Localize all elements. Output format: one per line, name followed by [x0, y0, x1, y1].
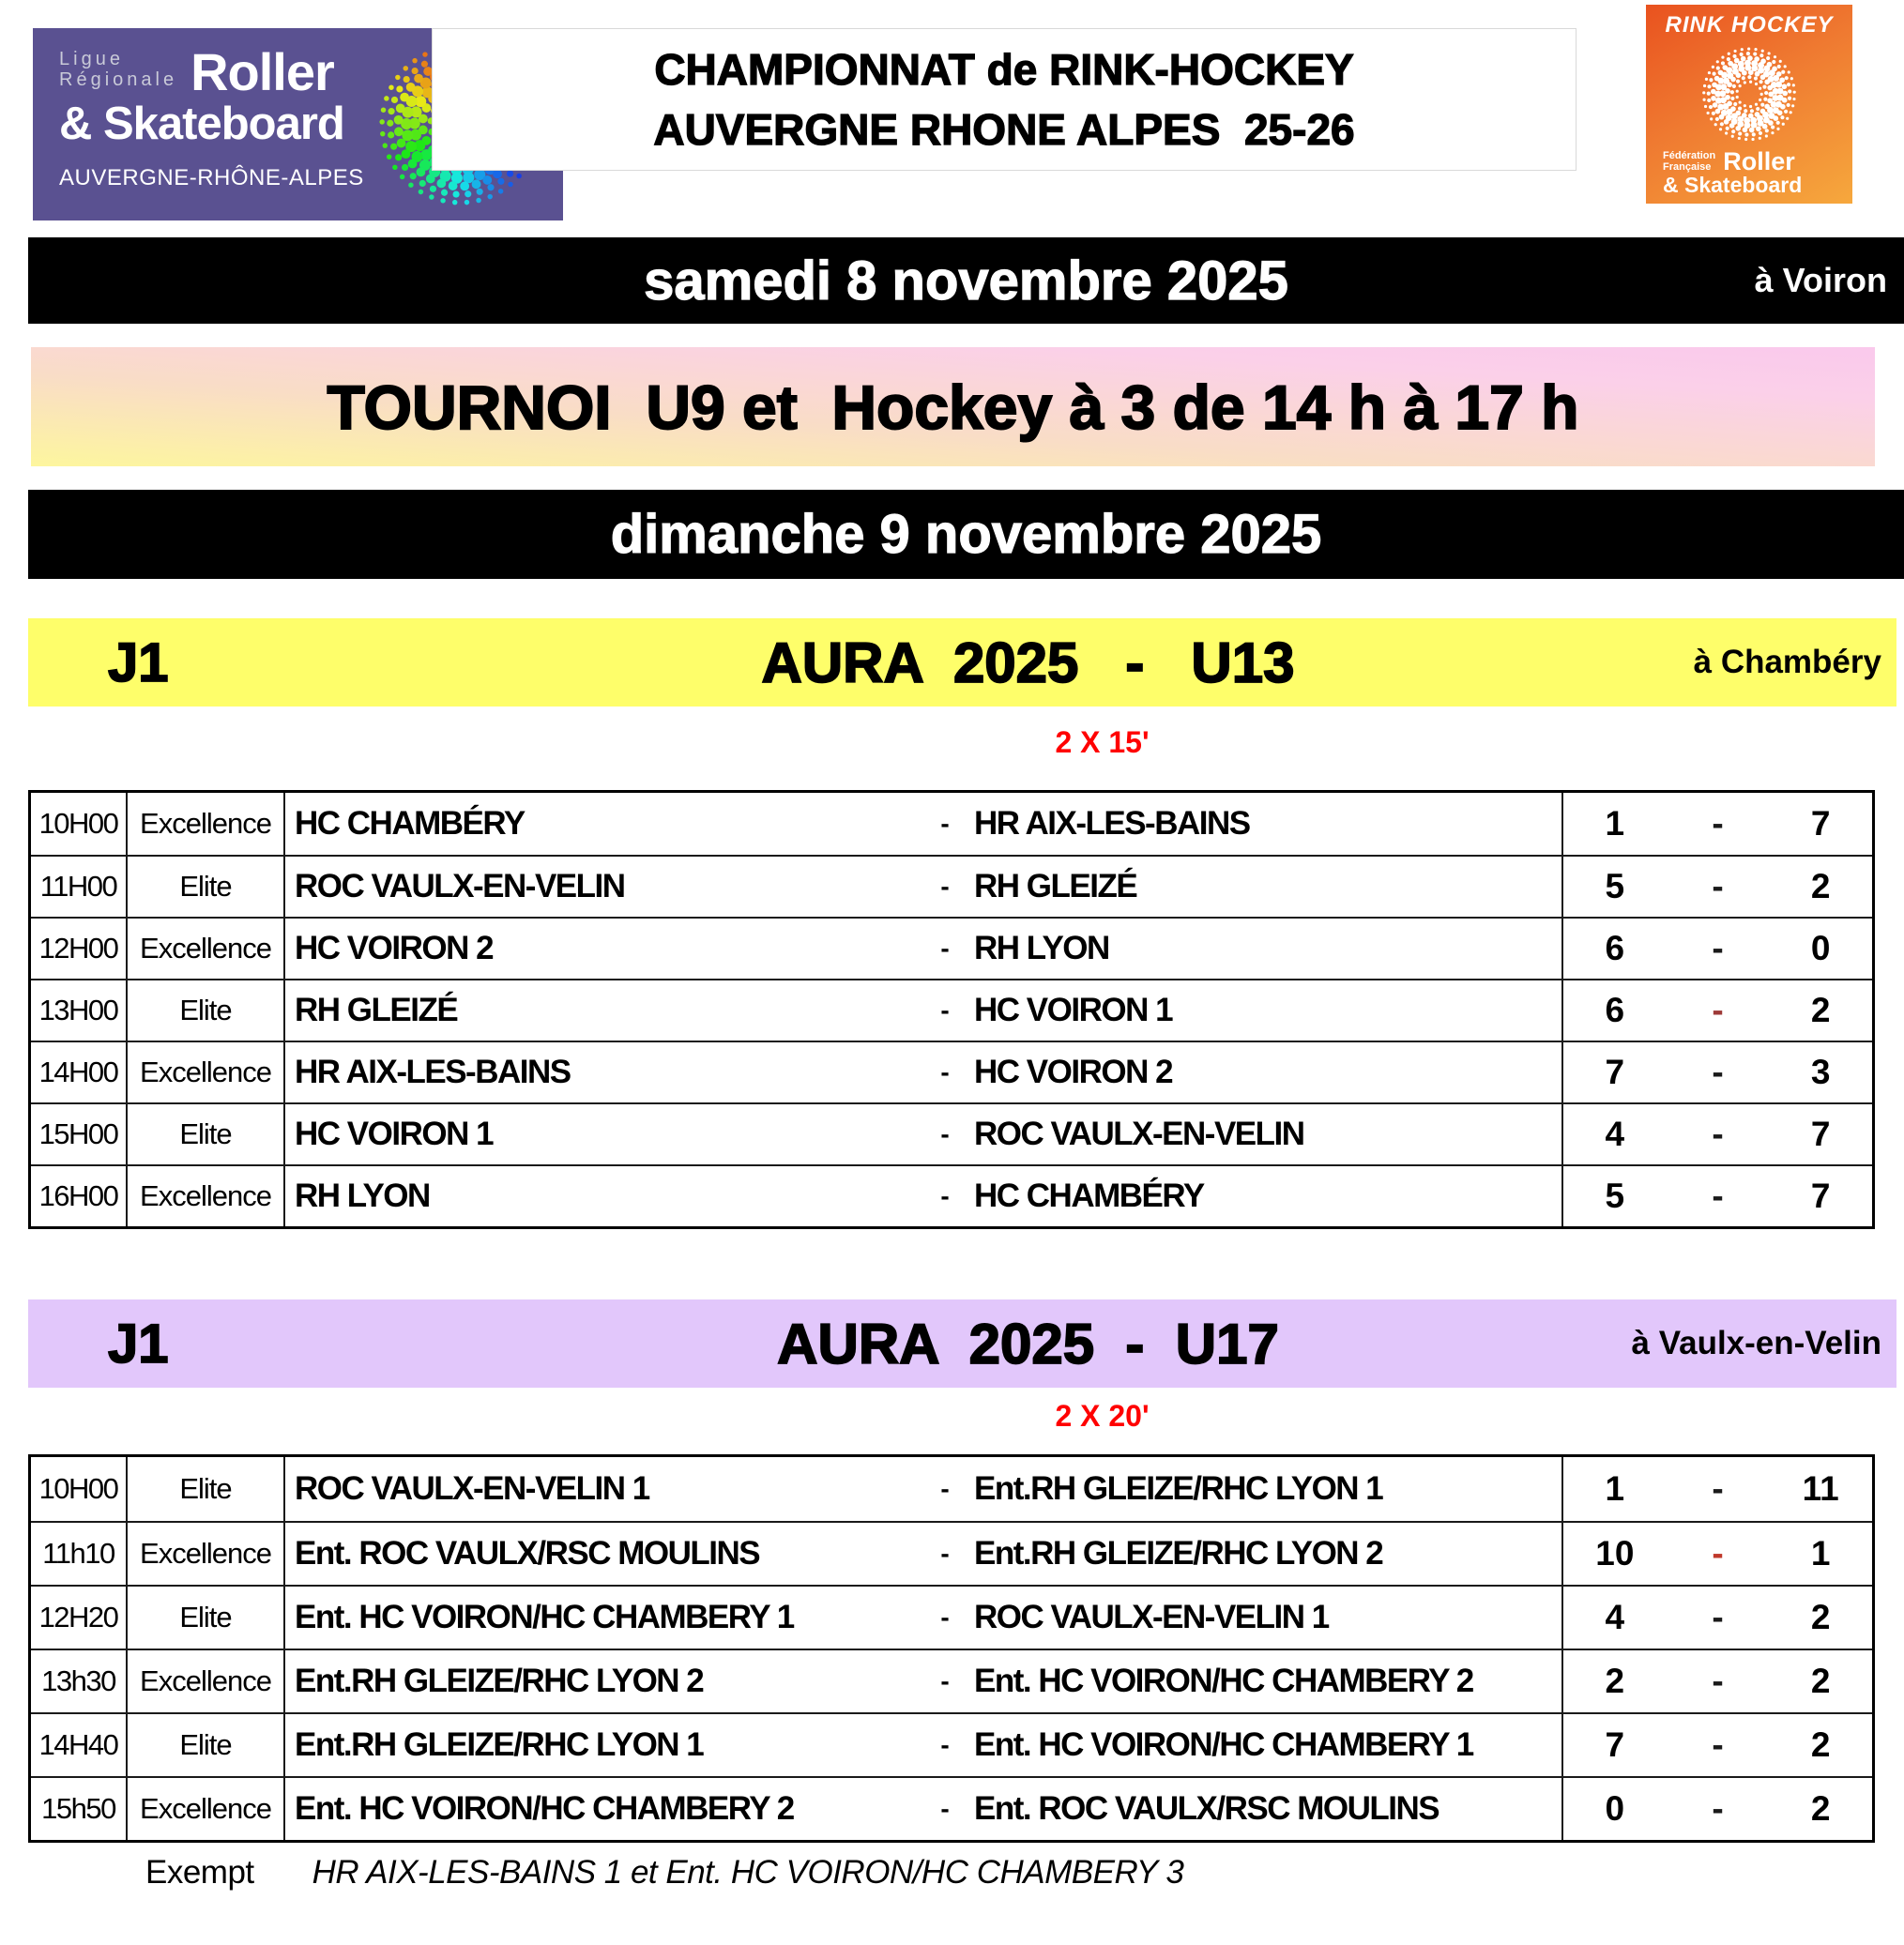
match-score — [1561, 1714, 1872, 1776]
match-score — [1561, 1457, 1872, 1521]
exempt-line — [145, 1854, 1904, 1892]
table-row — [31, 1649, 1872, 1712]
sunday-date: dimanche 9 novembre 2025 — [610, 504, 1322, 565]
u13-banner — [28, 618, 1896, 707]
match-score — [1561, 1042, 1872, 1102]
match-teams — [285, 1587, 1561, 1649]
match-score — [1561, 1523, 1872, 1585]
home-score: 4 — [1605, 1115, 1625, 1153]
home-team: RH GLEIZÉ — [295, 992, 458, 1028]
table-row — [31, 1521, 1872, 1585]
ligue-logo-text — [59, 42, 364, 191]
away-team: HC VOIRON 2 — [974, 1054, 1173, 1090]
tournament-banner — [31, 347, 1875, 466]
home-team: Ent.RH GLEIZE/RHC LYON 2 — [295, 1663, 704, 1699]
championship-title-line2: AUVERGNE RHONE ALPES 25-26 — [653, 105, 1355, 154]
match-teams — [285, 1523, 1561, 1585]
match-time: 12H00 — [31, 919, 128, 979]
match-division: Excellence — [128, 1650, 285, 1712]
exempt-label: Exempt — [145, 1854, 254, 1891]
away-team: RH LYON — [974, 930, 1109, 966]
table-row — [31, 1776, 1872, 1840]
sunday-banner — [28, 490, 1904, 579]
match-division: Elite — [128, 1587, 285, 1649]
home-score: 7 — [1605, 1725, 1625, 1764]
home-score: 0 — [1605, 1789, 1625, 1828]
score-dash: - — [1712, 1177, 1724, 1215]
match-time: 14H40 — [31, 1714, 128, 1776]
away-team: HC VOIRON 1 — [974, 992, 1173, 1028]
u13-results-table — [28, 790, 1875, 1229]
teams-dash: - — [940, 1539, 950, 1568]
u17-location: à Vaulx-en-Velin — [1631, 1325, 1881, 1361]
away-score: 2 — [1810, 1725, 1831, 1764]
teams-dash: - — [940, 1057, 950, 1086]
home-score: 6 — [1605, 929, 1625, 967]
home-score: 7 — [1605, 1053, 1625, 1091]
match-teams — [285, 1042, 1561, 1102]
table-row — [31, 979, 1872, 1041]
match-division: Excellence — [128, 919, 285, 979]
away-score: 2 — [1810, 867, 1831, 905]
home-team: HC CHAMBÉRY — [295, 805, 525, 842]
match-division: Elite — [128, 980, 285, 1041]
match-division: Elite — [128, 857, 285, 917]
exempt-teams: HR AIX-LES-BAINS 1 et Ent. HC VOIRON/HC CHAMBERY 3 — [312, 1854, 1184, 1891]
u17-banner — [28, 1299, 1896, 1388]
match-teams — [285, 1104, 1561, 1164]
rink-hockey-federation-logo — [1646, 5, 1852, 204]
match-score — [1561, 857, 1872, 917]
score-dash: - — [1712, 1534, 1724, 1573]
away-team: HR AIX-LES-BAINS — [974, 805, 1250, 842]
match-division: Elite — [128, 1714, 285, 1776]
home-team: HC VOIRON 1 — [295, 1116, 494, 1152]
federation-logo-text — [1652, 146, 1847, 198]
score-dash: - — [1712, 1115, 1724, 1153]
match-time: 10H00 — [31, 793, 128, 855]
match-time: 14H00 — [31, 1042, 128, 1102]
match-time: 13H00 — [31, 980, 128, 1041]
away-team: RH GLEIZÉ — [974, 868, 1137, 904]
championship-title-line1: CHAMPIONNAT de RINK-HOCKEY — [654, 45, 1354, 94]
away-score: 7 — [1810, 1115, 1831, 1153]
match-division: Excellence — [128, 1523, 285, 1585]
home-score: 1 — [1605, 1469, 1625, 1508]
match-score — [1561, 1650, 1872, 1712]
away-score: 2 — [1810, 1789, 1831, 1828]
match-division: Elite — [128, 1104, 285, 1164]
table-row — [31, 1712, 1872, 1776]
home-team: HR AIX-LES-BAINS — [295, 1054, 571, 1090]
match-division: Excellence — [128, 1166, 285, 1226]
match-score — [1561, 1104, 1872, 1164]
match-teams — [285, 919, 1561, 979]
home-score: 1 — [1605, 804, 1625, 843]
home-score: 5 — [1605, 1177, 1625, 1215]
u17-duration: 2 X 20' — [1055, 1399, 1150, 1433]
table-row — [31, 917, 1872, 979]
match-score — [1561, 1587, 1872, 1649]
score-dash: - — [1712, 804, 1724, 843]
home-team: Ent. HC VOIRON/HC CHAMBERY 2 — [295, 1790, 794, 1827]
away-score: 2 — [1810, 1598, 1831, 1636]
match-division: Excellence — [128, 1042, 285, 1102]
away-team: Ent. HC VOIRON/HC CHAMBERY 2 — [974, 1663, 1473, 1699]
teams-dash: - — [940, 1666, 950, 1695]
tournament-text: TOURNOI U9 et Hockey à 3 de 14 h à 17 h — [327, 372, 1579, 442]
score-dash: - — [1712, 867, 1724, 905]
match-teams — [285, 1650, 1561, 1712]
saturday-date: samedi 8 novembre 2025 — [644, 250, 1288, 312]
match-division: Elite — [128, 1457, 285, 1521]
teams-dash: - — [940, 1730, 950, 1759]
match-score — [1561, 1166, 1872, 1226]
match-time: 11H00 — [31, 857, 128, 917]
header — [28, 12, 1876, 222]
home-score: 4 — [1605, 1598, 1625, 1636]
table-row — [31, 855, 1872, 917]
ligue-logo-region: AUVERGNE-RHÔNE-ALPES — [59, 165, 364, 191]
match-time: 11h10 — [31, 1523, 128, 1585]
match-teams — [285, 1457, 1561, 1521]
schedule-document — [0, 12, 1904, 1945]
table-row — [31, 1457, 1872, 1521]
away-score: 7 — [1810, 804, 1831, 843]
match-score — [1561, 793, 1872, 855]
match-teams — [285, 857, 1561, 917]
saturday-banner — [28, 237, 1904, 324]
match-teams — [285, 1714, 1561, 1776]
table-row — [31, 1164, 1872, 1226]
away-score: 11 — [1802, 1469, 1839, 1508]
score-dash: - — [1712, 929, 1724, 967]
federation-small-text: Fédération Française — [1663, 149, 1716, 173]
home-team: RH LYON — [295, 1178, 430, 1214]
away-team: Ent.RH GLEIZE/RHC LYON 2 — [974, 1535, 1383, 1572]
away-team: Ent. HC VOIRON/HC CHAMBERY 1 — [974, 1726, 1473, 1763]
away-score: 2 — [1810, 1662, 1831, 1700]
teams-dash: - — [940, 1119, 950, 1148]
away-score: 3 — [1810, 1053, 1831, 1091]
match-teams — [285, 1778, 1561, 1840]
away-team: ROC VAULX-EN-VELIN — [974, 1116, 1304, 1152]
u17-results-table — [28, 1454, 1875, 1843]
match-score — [1561, 919, 1872, 979]
u17-round: J1 — [108, 1313, 169, 1375]
teams-dash: - — [940, 872, 950, 901]
home-team: ROC VAULX-EN-VELIN — [295, 868, 625, 904]
home-team: HC VOIRON 2 — [295, 930, 494, 966]
teams-dash: - — [940, 995, 950, 1025]
score-dash: - — [1712, 1598, 1724, 1636]
score-dash: - — [1712, 1725, 1724, 1764]
home-team: Ent. HC VOIRON/HC CHAMBERY 1 — [295, 1599, 794, 1635]
championship-title-box — [432, 28, 1577, 171]
table-row — [31, 793, 1872, 855]
ligue-logo-skateboard: & Skateboard — [59, 99, 344, 150]
score-dash: - — [1712, 1053, 1724, 1091]
federation-skateboard: & Skateboard — [1663, 173, 1803, 197]
match-teams — [285, 980, 1561, 1041]
match-time: 15h50 — [31, 1778, 128, 1840]
away-team: HC CHAMBÉRY — [974, 1178, 1204, 1214]
home-score: 10 — [1595, 1534, 1635, 1573]
u13-location: à Chambéry — [1693, 644, 1881, 680]
table-row — [31, 1102, 1872, 1164]
match-time: 13h30 — [31, 1650, 128, 1712]
score-dash: - — [1712, 1469, 1724, 1508]
score-dash: - — [1712, 1789, 1724, 1828]
away-score: 2 — [1810, 991, 1831, 1029]
away-score: 7 — [1810, 1177, 1831, 1215]
home-team: Ent.RH GLEIZE/RHC LYON 1 — [295, 1726, 704, 1763]
teams-dash: - — [940, 1181, 950, 1210]
teams-dash: - — [940, 809, 950, 838]
match-score — [1561, 980, 1872, 1041]
match-teams — [285, 793, 1561, 855]
match-time: 16H00 — [31, 1166, 128, 1226]
away-score: 0 — [1810, 929, 1831, 967]
u13-round: J1 — [108, 631, 169, 693]
match-division: Excellence — [128, 1778, 285, 1840]
u17-title: AURA 2025 - U17 — [777, 1312, 1279, 1375]
teams-dash: - — [940, 1603, 950, 1632]
match-time: 10H00 — [31, 1457, 128, 1521]
teams-dash: - — [940, 934, 950, 963]
u13-title: AURA 2025 - U13 — [761, 631, 1295, 694]
saturday-location: à Voiron — [1754, 261, 1887, 299]
score-dash: - — [1712, 1662, 1724, 1700]
ligue-logo-small-text: Ligue Régionale — [59, 49, 178, 91]
away-team: ROC VAULX-EN-VELIN 1 — [974, 1599, 1329, 1635]
rink-hockey-logo-title: RINK HOCKEY — [1665, 12, 1834, 38]
away-team: Ent. ROC VAULX/RSC MOULINS — [974, 1790, 1439, 1827]
teams-dash: - — [940, 1794, 950, 1823]
match-teams — [285, 1166, 1561, 1226]
match-division: Excellence — [128, 793, 285, 855]
u13-duration: 2 X 15' — [1055, 725, 1150, 759]
federation-roller: Roller — [1723, 146, 1795, 175]
white-spiral-icon — [1687, 38, 1811, 150]
match-time: 15H00 — [31, 1104, 128, 1164]
home-team: ROC VAULX-EN-VELIN 1 — [295, 1470, 649, 1507]
score-dash: - — [1712, 991, 1724, 1029]
home-team: Ent. ROC VAULX/RSC MOULINS — [295, 1535, 760, 1572]
match-score — [1561, 1778, 1872, 1840]
away-team: Ent.RH GLEIZE/RHC LYON 1 — [974, 1470, 1383, 1507]
teams-dash: - — [940, 1474, 950, 1503]
home-score: 6 — [1605, 991, 1625, 1029]
away-score: 1 — [1810, 1534, 1831, 1573]
table-row — [31, 1041, 1872, 1102]
table-row — [31, 1585, 1872, 1649]
match-time: 12H20 — [31, 1587, 128, 1649]
home-score: 2 — [1605, 1662, 1625, 1700]
ligue-logo-roller: Roller — [190, 42, 334, 101]
home-score: 5 — [1605, 867, 1625, 905]
